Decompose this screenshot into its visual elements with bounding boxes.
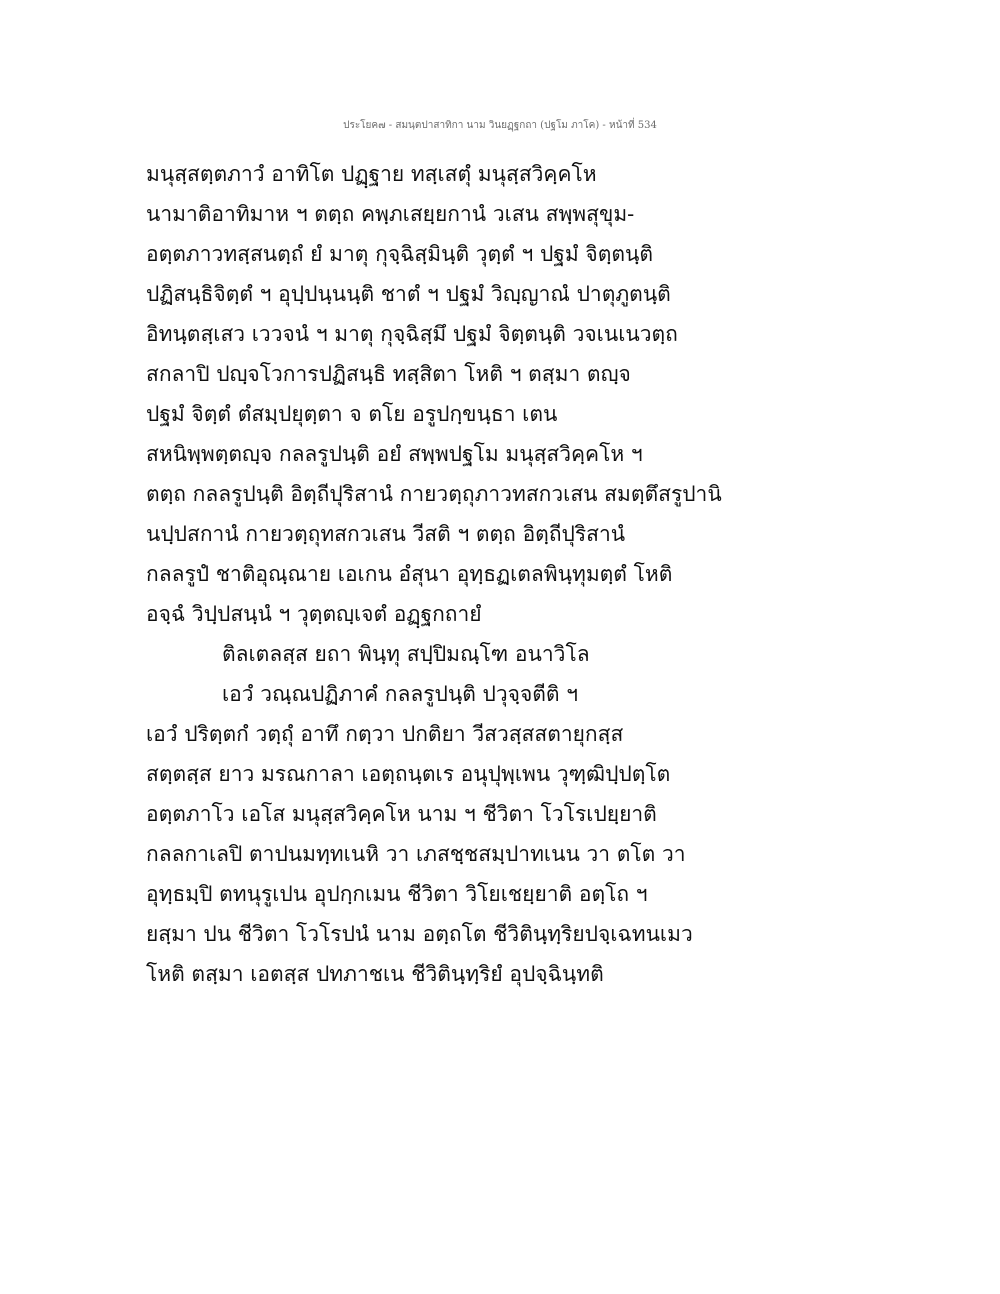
page-header: ประโยค๗ - สมนฺตปาสาทิกา นาม วินยฏฺฐกถา (ปฐโม ภาโค) - หน้าที่ 534 xyxy=(343,120,657,131)
text-line: อจฺฉํ วิปฺปสนฺนํ ฯ วุตฺตญฺเจตํ อฏฺฐกถายํ xyxy=(146,602,482,626)
text-line: สตฺตสฺส ยาว มรณกาลา เอตฺถนฺตเร อนุปุพฺเพน วุฑฺฒิปฺปตฺโต xyxy=(146,762,671,786)
text-line: อุทฺธมฺปิ ตทนุรูเปน อุปกฺกเมน ชีวิตา วิโยเชยฺยาติ อตฺโถ ฯ xyxy=(146,882,648,906)
text-line: เอวํ ปริตฺตกํ วตฺถุํ อาทึ กตฺวา ปกติยา วีสวสฺสสตายุกสฺส xyxy=(146,722,624,746)
text-line: กลลรูปํ ชาติอุณฺณาย เอเกน อํสุนา อุทฺธฏเตลพินฺทุมตฺตํ โหติ xyxy=(146,562,673,586)
text-line: ปฏิสนฺธิจิตฺตํ ฯ อุปฺปนฺนนฺติ ชาตํ ฯ ปฐมํ วิญฺญาณํ ปาตุภูตนฺติ xyxy=(146,282,671,306)
text-line: โหติ ตสฺมา เอตสฺส ปทภาชเน ชีวิตินฺทฺริยํ อุปจฺฉินฺทติ xyxy=(146,962,604,986)
text-line: อตฺตภาวทสฺสนตฺถํ ยํ มาตุ กุจฺฉิสฺมินฺติ วุตฺตํ ฯ ปฐมํ จิตฺตนฺติ xyxy=(146,242,653,266)
text-line: อตฺตภาโว เอโส มนุสฺสวิคฺคโห นาม ฯ ชีวิตา โวโรเปยฺยาติ xyxy=(146,802,657,826)
text-line: นปฺปสกานํ กายวตฺถุทสกวเสน วีสติ ฯ ตตฺถ อิตฺถีปุริสานํ xyxy=(146,522,626,546)
text-line: ตตฺถ กลลรูปนฺติ อิตฺถีปุริสานํ กายวตฺถุภาวทสกวเสน สมตฺตึสรูปานิ xyxy=(146,482,722,506)
text-line: สกลาปิ ปญฺจโวการปฏิสนฺธิ ทสฺสิตา โหติ ฯ ตสฺมา ตญฺจ xyxy=(146,362,631,386)
verse-line: ติลเตลสฺส ยถา พินฺทุ สปฺปิมณฺโฑ อนาวิโล xyxy=(222,642,590,666)
text-line: ยสฺมา ปน ชีวิตา โวโรปนํ นาม อตฺถโต ชีวิตินฺทฺริยปจฺเฉทนเมว xyxy=(146,922,693,946)
body-text xyxy=(146,154,866,994)
text-line: อิทนฺตสฺเสว เววจนํ ฯ มาตุ กุจฺฉิสฺมึ ปฐมํ จิตฺตนฺติ วจเนเนวตฺถ xyxy=(146,322,678,346)
text-line: มนุสฺสตฺตภาวํ อาทิโต ปฏฺฐาย ทสฺเสตุํ มนุสฺสวิคฺคโห xyxy=(146,162,597,186)
text-line: สหนิพฺพตฺตญฺจ กลลรูปนฺติ อยํ สพฺพปฐโม มนุสฺสวิคฺคโห ฯ xyxy=(146,442,643,466)
text-line: ปฐมํ จิตฺตํ ตํสมฺปยุตฺตา จ ตโย อรูปกฺขนฺธา เตน xyxy=(146,402,558,426)
text-line: นามาติอาทิมาห ฯ ตตฺถ คพฺภเสยฺยกานํ วเสน สพฺพสุขุม- xyxy=(146,202,635,226)
verse-line: เอวํ วณฺณปฏิภาคํ กลลรูปนฺติ ปวุจฺจตีติ ฯ xyxy=(222,682,579,706)
text-line: กลลกาเลปิ ตาปนมทฺทเนหิ วา เภสชฺชสมฺปาทเนน วา ตโต วา xyxy=(146,842,686,866)
